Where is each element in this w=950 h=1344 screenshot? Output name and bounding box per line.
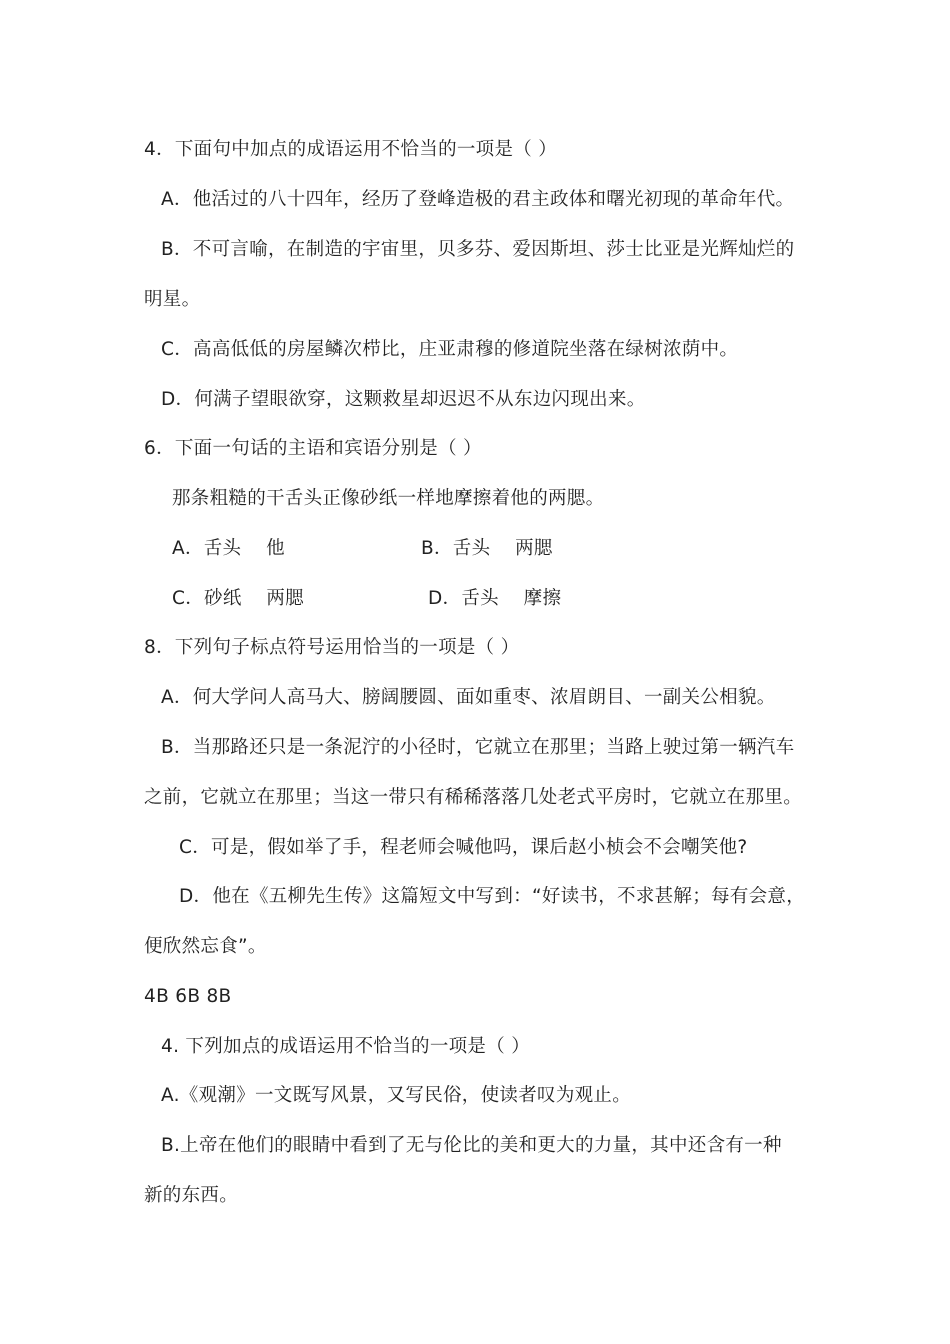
q4-option-d: D．何满子望眼欲穿，这颗救星却迟迟不从东边闪现出来。 bbox=[161, 389, 646, 410]
q4b-option-a: A.《观潮》一文既写风景，又写民俗，使读者叹为观止。 bbox=[161, 1085, 632, 1106]
q4-stem: 4．下面句中加点的成语运用不恰当的一项是（ ） bbox=[144, 139, 558, 160]
q6-stem: 6．下面一句话的主语和宾语分别是（ ） bbox=[144, 438, 482, 459]
q8-option-d-line2: 便欣然忘食”。 bbox=[144, 936, 267, 957]
q8-option-c: C．可是，假如举了手，程老师会喊他吗，课后赵小桢会不会嘲笑他? bbox=[179, 837, 748, 858]
q8-option-b-line1: B．当那路还只是一条泥泞的小径时，它就立在那里；当路上驶过第一辆汽车 bbox=[161, 737, 795, 758]
q6-option-d: D．舌头 摩擦 bbox=[428, 588, 562, 609]
q8-option-b-line2: 之前，它就立在那里；当这一带只有稀稀落落几处老式平房时，它就立在那里。 bbox=[144, 787, 803, 808]
q4b-option-b-line2: 新的东西。 bbox=[144, 1185, 239, 1206]
q4-option-c: C．高高低低的房屋鳞次栉比，庄亚肃穆的修道院坐落在绿树浓荫中。 bbox=[161, 339, 739, 360]
q4-option-a: A．他活过的八十四年，经历了登峰造极的君主政体和曙光初现的革命年代。 bbox=[161, 189, 795, 210]
q6-sentence: 那条粗糙的干舌头正像砂纸一样地摩擦着他的两腮。 bbox=[172, 488, 605, 509]
q8-option-a: A．何大学问人高马大、膀阔腰圆、面如重枣、浓眉朗目、一副关公相貌。 bbox=[161, 687, 776, 708]
q4b-option-b-line1: B.上帝在他们的眼睛中看到了无与伦比的美和更大的力量，其中还含有一种 bbox=[161, 1135, 782, 1156]
q8-option-d-line1: D．他在《五柳先生传》这篇短文中写到：“好读书，不求甚解；每有会意， bbox=[179, 886, 806, 907]
q6-option-c: C．砂纸 两腮 bbox=[172, 588, 304, 609]
q6-option-a: A．舌头 他 bbox=[172, 538, 285, 559]
q8-stem: 8．下列句子标点符号运用恰当的一项是（ ） bbox=[144, 637, 520, 658]
q4-option-b-line2: 明星。 bbox=[144, 289, 201, 310]
q4b-stem: 4. 下列加点的成语运用不恰当的一项是（ ） bbox=[161, 1036, 531, 1057]
q4-option-b-line1: B．不可言喻，在制造的宇宙里，贝多芬、爱因斯坦、莎士比亚是光辉灿烂的 bbox=[161, 239, 795, 260]
answer-key: 4B 6B 8B bbox=[144, 986, 232, 1007]
q6-option-b: B．舌头 两腮 bbox=[421, 538, 553, 559]
